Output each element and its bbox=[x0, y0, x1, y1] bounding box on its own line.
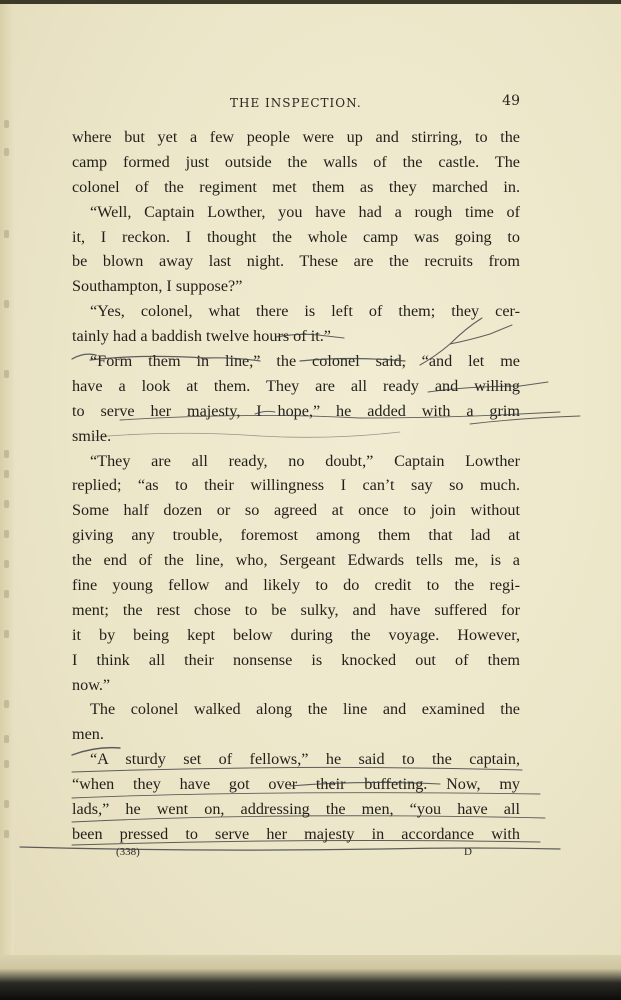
text-line: The colonel walked along the line and examined the bbox=[90, 700, 520, 719]
text-line: it, I reckon. I thought the whole camp was going to bbox=[72, 227, 520, 246]
running-title: THE INSPECTION. bbox=[230, 96, 362, 110]
text-line: “Form them in line,” the colonel said, “and let me bbox=[90, 352, 520, 371]
page-top-edge bbox=[0, 0, 621, 4]
page-number: 49 bbox=[502, 93, 520, 109]
body-text bbox=[72, 125, 520, 847]
text-line: colonel of the regiment met them as they marched in. bbox=[72, 177, 520, 196]
signature-letter: D bbox=[464, 846, 472, 858]
text-line: “Well, Captain Lowther, you have had a rough time of bbox=[90, 202, 520, 221]
text-line: been pressed to serve her majesty in accordance with bbox=[72, 824, 520, 843]
text-line: camp formed just outside the walls of the castle. The bbox=[72, 152, 520, 171]
text-line: giving any trouble, foremost among them that lad at bbox=[72, 526, 520, 545]
text-line: “when they have got over their buffeting. Now, my bbox=[72, 775, 520, 794]
text-line: “A sturdy set of fellows,” he said to the captain, bbox=[90, 750, 520, 769]
text-line: tainly had a baddish twelve hours of it.” bbox=[72, 327, 331, 346]
text-line: Some half dozen or so agreed at once to join without bbox=[72, 501, 520, 520]
text-line: lads,” he went on, addressing the men, “you have all bbox=[72, 800, 520, 819]
text-line: have a look at them. They are all ready and willing bbox=[72, 376, 520, 395]
text-line: “They are all ready, no doubt,” Captain Lowther bbox=[90, 451, 520, 470]
text-line: where but yet a few people were up and stirring, to the bbox=[72, 128, 520, 146]
text-line: “Yes, colonel, what there is left of them; they cer- bbox=[90, 302, 520, 321]
text-line: it by being kept below during the voyage. However, bbox=[72, 625, 520, 644]
text-line: fine young fellow and likely to do credit to the regi- bbox=[72, 576, 520, 595]
text-line: I think all their nonsense is knocked out of them bbox=[72, 650, 520, 669]
text-line: now.” bbox=[72, 675, 111, 694]
text-line: be blown away last night. These are the recruits from bbox=[72, 252, 520, 271]
page-header bbox=[72, 93, 520, 113]
text-line: to serve her majesty, I hope,” he added with a grim bbox=[72, 401, 520, 420]
text-line: the end of the line, who, Sergeant Edwards tells me, is a bbox=[72, 551, 520, 570]
page-footer bbox=[72, 846, 520, 864]
text-line: Southampton, I suppose?” bbox=[72, 277, 243, 296]
signature-mark: (338) bbox=[116, 846, 140, 858]
text-line: smile. bbox=[72, 426, 112, 445]
text-line: ment; the rest chose to be sulky, and have suffered for bbox=[72, 600, 520, 619]
text-line: men. bbox=[72, 725, 104, 744]
page-bottom-shadow bbox=[0, 955, 621, 1000]
text-line: replied; “as to their willingness I can’t say so much. bbox=[72, 476, 520, 495]
margin-specks bbox=[2, 110, 12, 850]
